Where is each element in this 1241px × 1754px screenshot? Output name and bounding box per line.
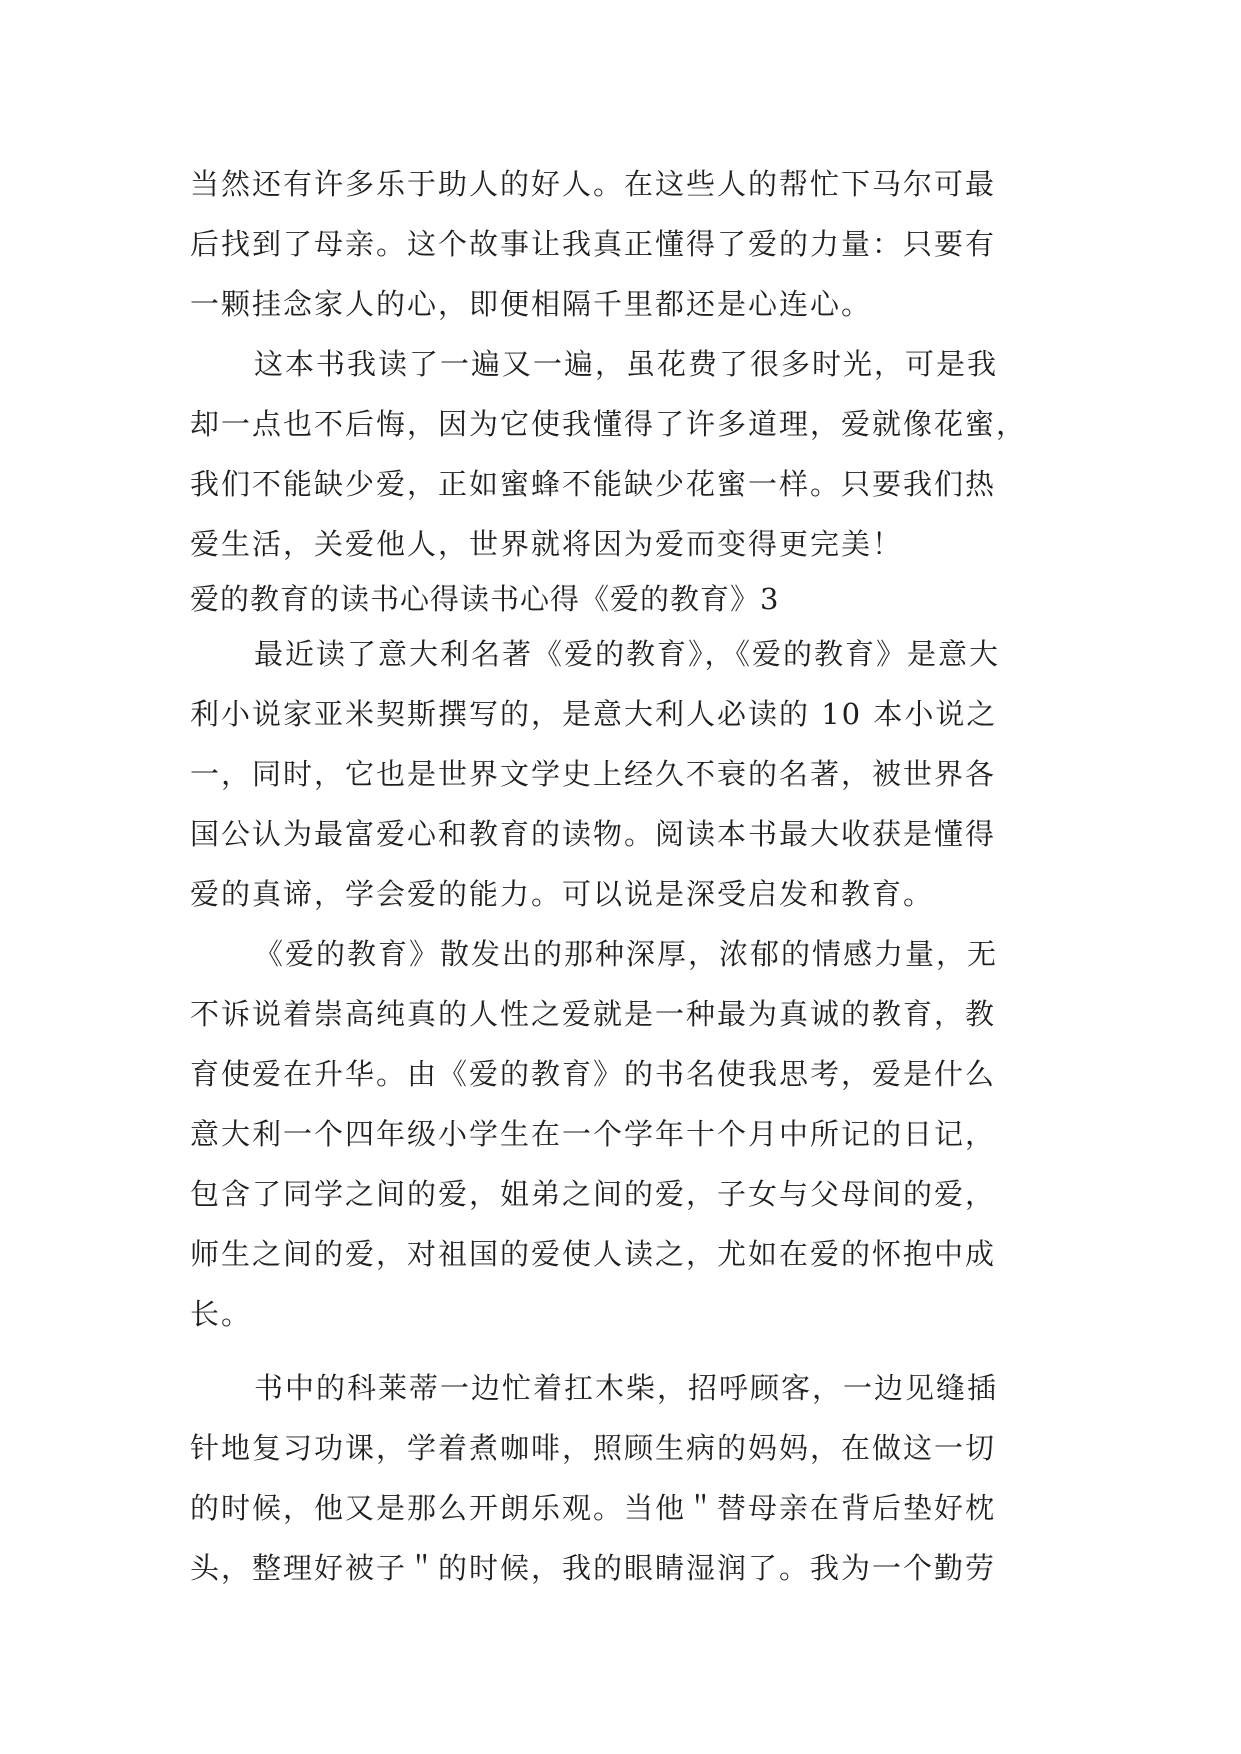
text-line: 包含了同学之间的爱，姐弟之间的爱，子女与父母间的爱， — [190, 1177, 997, 1211]
text-line: 一，同时，它也是世界文学史上经久不衰的名著，被世界各 — [190, 757, 997, 791]
text-line: 爱的真谛，学会爱的能力。可以说是深受启发和教育。 — [190, 877, 935, 911]
text-line: 长。 — [190, 1297, 253, 1331]
paragraph — [190, 924, 1055, 1344]
text-line: 意大利一个四年级小学生在一个学年十个月中所记的日记， — [190, 1117, 997, 1151]
text-line: 我们不能缺少爱，正如蜜蜂不能缺少花蜜一样。只要我们热 — [190, 467, 997, 501]
paragraph — [190, 154, 1055, 334]
text-line: 书中的科莱蒂一边忙着扛木柴，招呼顾客，一边见缝插 — [254, 1371, 999, 1405]
text-line: 后找到了母亲。这个故事让我真正懂得了爱的力量：只要有 — [190, 227, 997, 261]
text-line: 的时候，他又是那么开朗乐观。当他＂替母亲在背后垫好枕 — [190, 1491, 997, 1525]
paragraph — [190, 1358, 1055, 1598]
text-line: 不诉说着崇高纯真的人性之爱就是一种最为真诚的教育，教 — [190, 997, 997, 1031]
text-line: 《爱的教育》散发出的那种深厚，浓郁的情感力量，无 — [254, 937, 999, 971]
text-line: 一颗挂念家人的心，即便相隔千里都还是心连心。 — [190, 287, 873, 321]
paragraph — [190, 334, 1055, 574]
section-heading: 爱的教育的读书心得读书心得《爱的教育》3 — [190, 582, 780, 616]
text-line: 爱生活，关爱他人，世界就将因为爱而变得更完美！ — [190, 527, 904, 561]
text-line: 却一点也不后悔，因为它使我懂得了许多道理，爱就像花蜜， — [190, 407, 1028, 441]
paragraph — [190, 624, 1055, 924]
document-body — [190, 154, 1055, 1598]
paragraph-gap — [190, 1344, 1055, 1358]
text-line: 师生之间的爱，对祖国的爱使人读之，尤如在爱的怀抱中成 — [190, 1237, 997, 1271]
text-line: 头，整理好被子＂的时候，我的眼睛湿润了。我为一个勤劳 — [190, 1551, 997, 1585]
text-line: 当然还有许多乐于助人的好人。在这些人的帮忙下马尔可最 — [190, 167, 997, 201]
text-line: 最近读了意大利名著《爱的教育》，《爱的教育》是意大 — [254, 637, 1001, 671]
text-line: 利小说家亚米契斯撰写的，是意大利人必读的 10 本小说之 — [190, 697, 998, 731]
text-line: 育使爱在升华。由《爱的教育》的书名使我思考，爱是什么 — [190, 1057, 997, 1091]
text-line: 针地复习功课，学着煮咖啡，照顾生病的妈妈，在做这一切 — [190, 1431, 997, 1465]
text-line: 这本书我读了一遍又一遍，虽花费了很多时光，可是我 — [254, 347, 999, 381]
text-line: 国公认为最富爱心和教育的读物。阅读本书最大收获是懂得 — [190, 817, 997, 851]
